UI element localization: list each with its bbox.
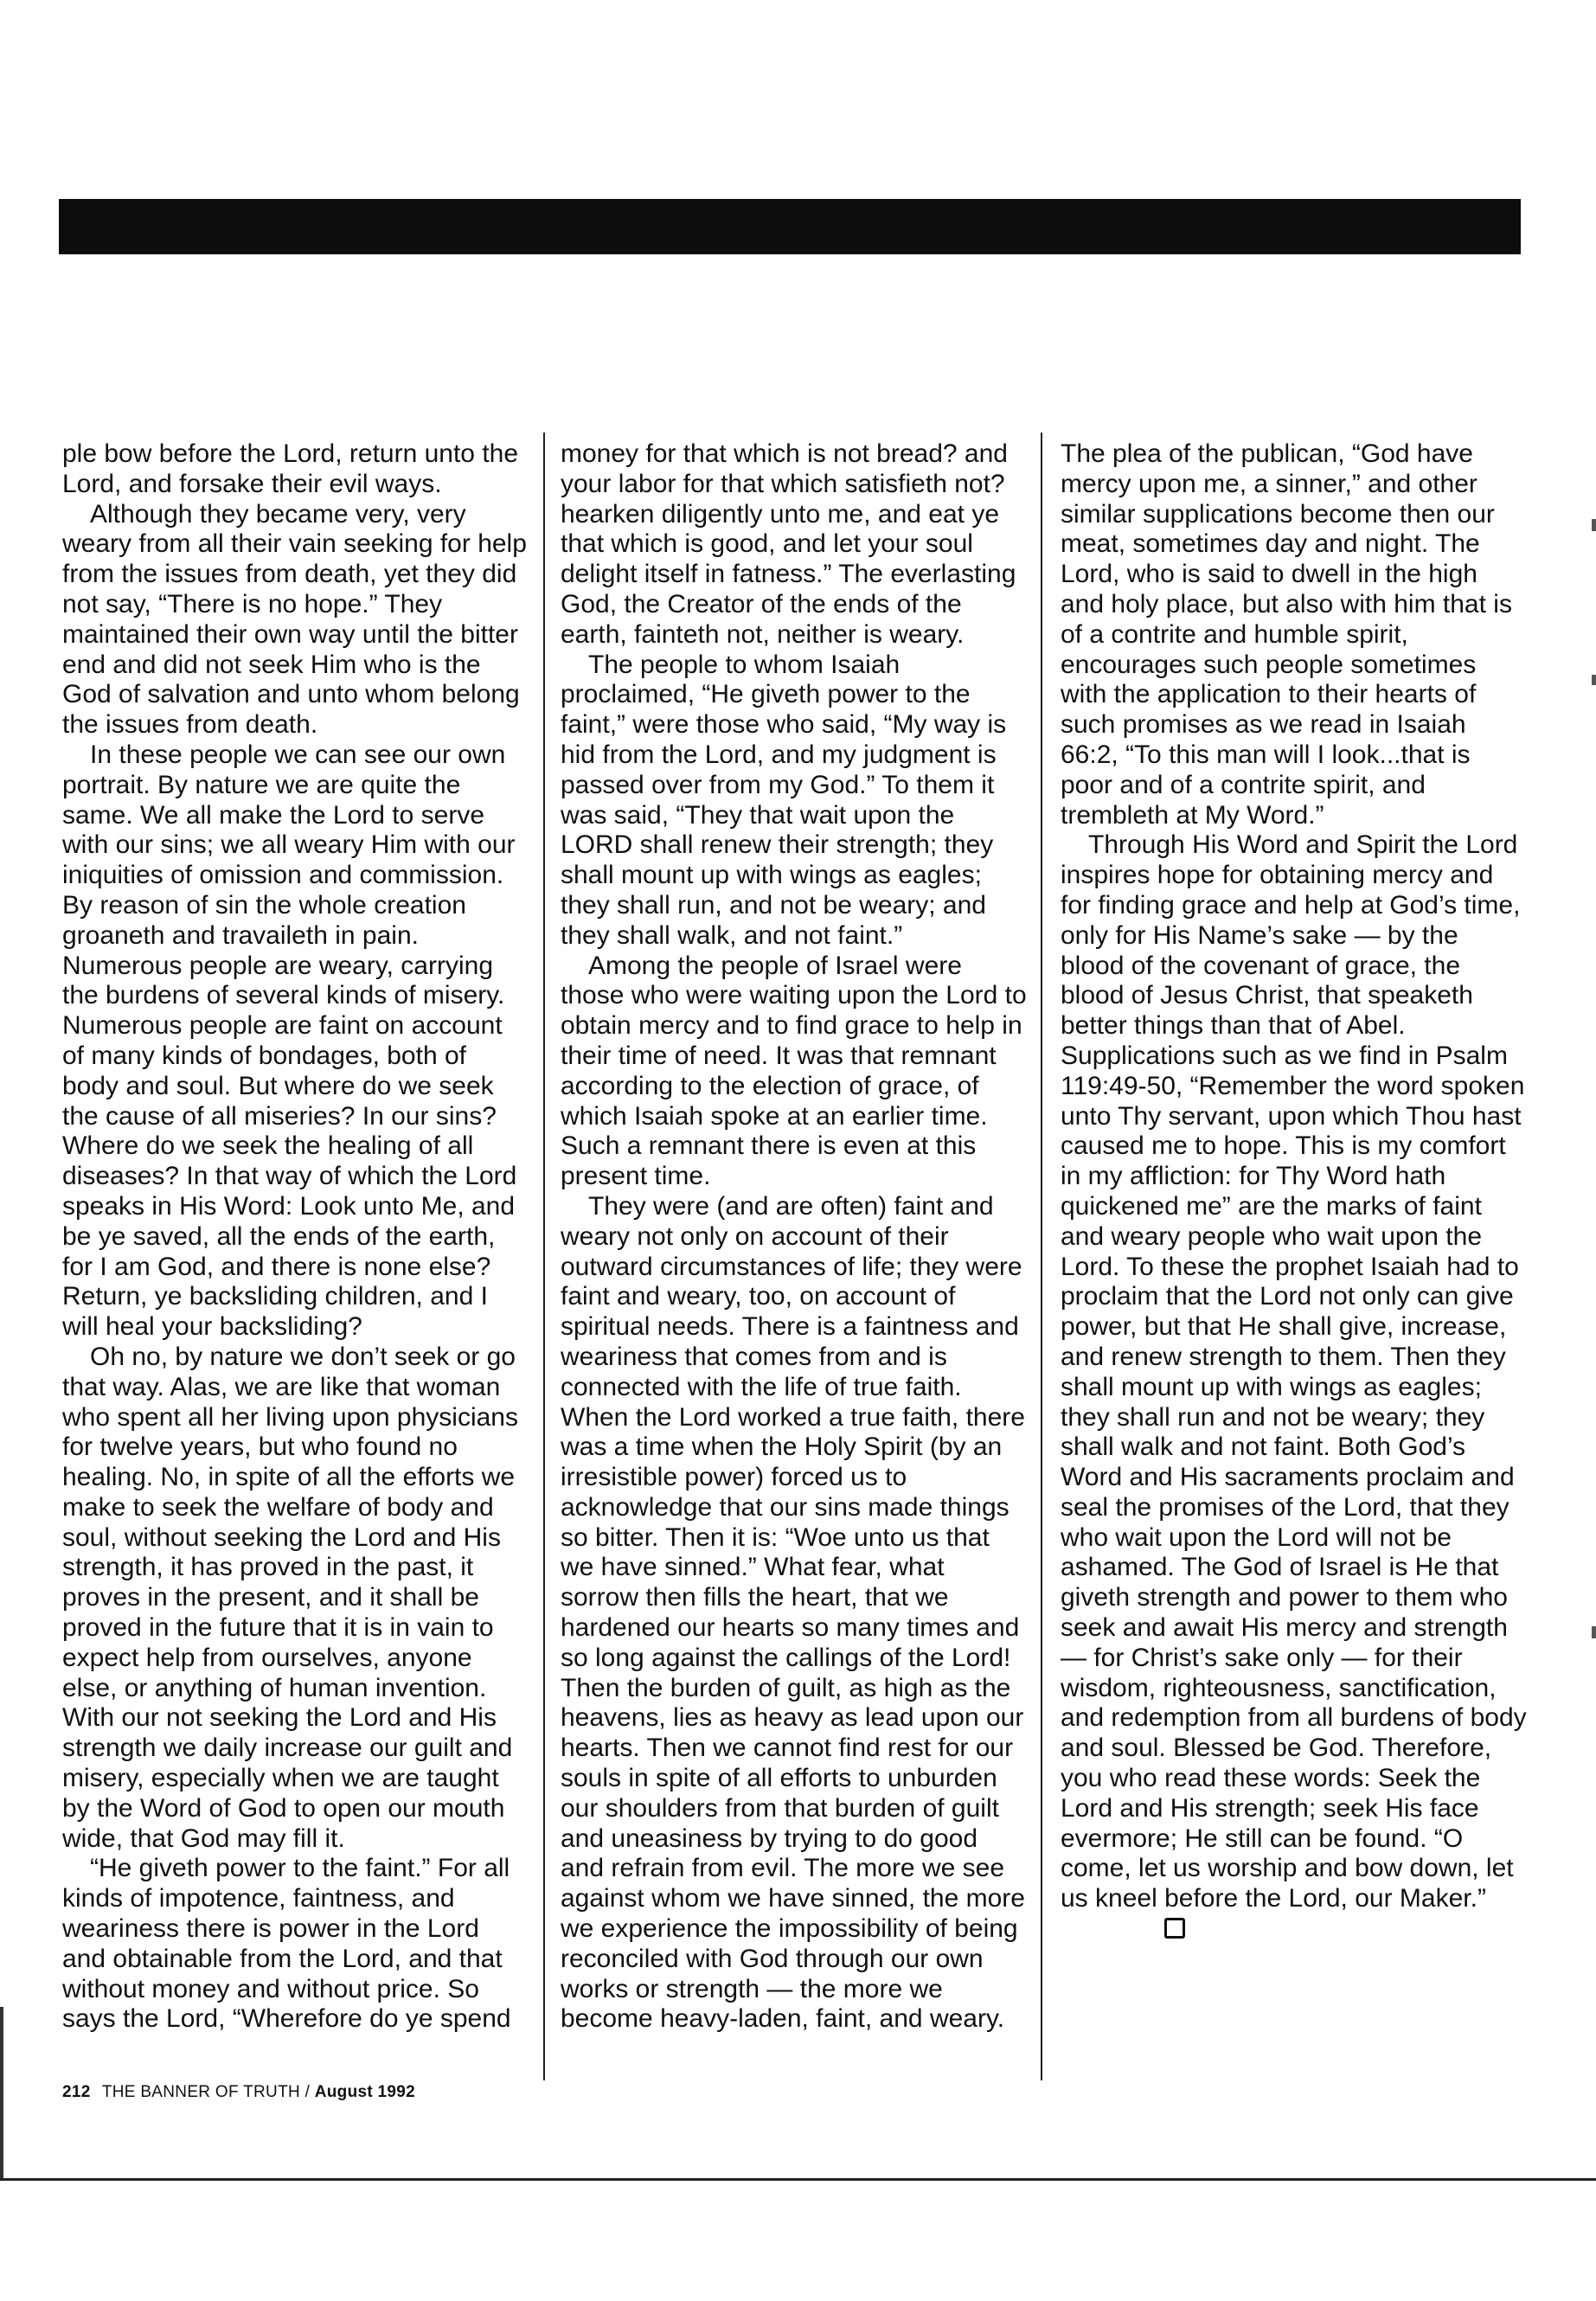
text-column-3 (1061, 439, 1528, 1945)
paragraph: In these people we can see our own portrait. By nature we are quite the same. We all make the Lord to serve with our sins; we all weary Him with our iniquities of omission and commission. By reason of sin the whole creation groaneth and travaileth in pain. Numerous people are weary, carrying the burdens of several kinds of misery. Numerous people are faint on account of many kinds of bondages, both of body and soul. But where do we seek the cause of all miseries? In our sins? Where do we seek the healing of all diseases? In that way of which the Lord speaks in His Word: Look unto Me, and be ye saved, all the ends of the earth, for I am God, and there is none else? Return, ye backsliding children, and I will heal your backsliding? (62, 740, 517, 1342)
column-divider (543, 433, 545, 2080)
scan-edge-left (0, 2007, 3, 2180)
paragraph-final (1061, 830, 1528, 1944)
text-column-1 (62, 439, 529, 2035)
page-footer (62, 2083, 415, 2102)
paragraph: money for that which is not bread? and your labor for that which satisfieth not? hearken diligently unto me, and eat ye that which is good, and let your soul delight itself in fatness.” The everlasting God, the Creator of the ends of the earth, fainteth not, neither is weary. (561, 439, 1016, 649)
header-bar (59, 199, 1521, 254)
paragraph: They were (and are often) faint and weary not only on account of their outward circumstances of life; they were faint and weary, too, on account of spiritual needs. There is a faintness and weariness that comes from and is connected with the life of true faith. When the Lord worked a true faith, there was a time when the Holy Spirit (by an irresistible power) forced us to acknowledge that our sins made things so bitter. Then it is: “Woe unto us that we have sinned.” What fear, what sorrow then fills the heart, that we hardened our hearts so many times and so long against the callings of the Lord! Then the burden of guilt, as high as the heavens, lies as heavy as lead upon our hearts. Then we cannot find rest for our souls in spite of all efforts to unburden our shoulders from that burden of guilt and uneasiness by trying to do good and refrain from evil. The more we see against whom we have sinned, the more we experience the impossibility of being reconciled with God through our own works or strength — the more we become heavy-laden, faint, and weary. (561, 1191, 1025, 2034)
text-column-2 (561, 439, 1028, 2035)
paragraph: “He giveth power to the faint.” For all kinds of impotence, faintness, and weariness there is power in the Lord and obtainable from the Lord, and that without money and without price. So says the Lord, “Wherefore do ye spend (62, 1854, 511, 2034)
paragraph: Among the people of Israel were those who were waiting upon the Lord to obtain mercy and to find grace to help in their time of need. It was that remnant according to the election of grace, of which Isaiah spoke at an earlier time. Such a remnant there is even at this present time. (561, 951, 1027, 1191)
issue-date: August 1992 (314, 2083, 416, 2101)
page-number: 212 (62, 2083, 91, 2101)
paragraph: ple bow before the Lord, return unto the Lord, and forsake their evil ways. (62, 439, 519, 498)
scan-speck (1592, 1626, 1596, 1638)
publication-name: THE BANNER OF TRUTH / (101, 2083, 311, 2101)
paragraph: The plea of the publican, “God have mercy upon me, a sinner,” and other similar supplications become then our meat, sometimes day and night. The Lord, who is said to dwell in the high and holy place, but also with him that is of a contrite and humble spirit, encourages such people sometimes with the application to their hearts of such promises as we read in Isaiah 66:2, “To this man will I look...that is poor and of a contrite spirit, and trembleth at My Word.” (1061, 439, 1512, 830)
column-divider (1041, 433, 1042, 2080)
paragraph: Oh no, by nature we don’t seek or go that way. Alas, we are like that woman who spent all her living upon physicians for twelve years, but who found no healing. No, in spite of all the efforts we make to seek the welfare of body and soul, without seeking the Lord and His strength, it has proved in the past, it proves in the present, and it shall be proved in the future that it is in vain to expect help from ourselves, anyone else, or anything of human invention. With our not seeking the Lord and His strength we daily increase our guilt and misery, especially when we are taught by the Word of God to open our mouth wide, that God may fill it. (62, 1342, 518, 1853)
paragraph: Although they became very, very weary from all their vain seeking for help from the issues from death, yet they did not say, “There is no hope.” They maintained their own way until the bitter end and did not seek Him who is the God of salvation and unto whom belong the issues from death. (62, 499, 527, 740)
scan-edge-bottom (0, 2178, 1596, 2181)
paragraph: The people to whom Isaiah proclaimed, “He giveth power to the faint,” were those who said, “My way is hid from the Lord, and my judgment is passed over from my God.” To them it was said, “They that wait upon the LORD shall renew their strength; they shall mount up with wings as eagles; they shall run, and not be weary; and they shall walk, and not faint.” (561, 650, 1007, 950)
scan-speck (1592, 519, 1596, 531)
paragraph-text: Through His Word and Spirit the Lord inspires hope for obtaining mercy and for finding grace and help at God’s time, only for His Name’s sake — by the blood of the covenant of grace, the blood of Jesus Christ, that speaketh better things than that of Abel. Supplications such as we find in Psalm 119:49-50, “Remember the word spoken unto Thy servant, upon which Thou hast caused me to hope. This is my comfort in my affliction: for Thy Word hath quickened me” are the marks of faint and weary people who wait upon the Lord. To these the prophet Isaiah had to proclaim that the Lord not only can give power, but that He shall give, increase, and renew strength to them. Then they shall mount up with wings as eagles; they shall run and not be weary; they shall walk and not faint. Both God’s Word and His sacraments proclaim and seal the promises of the Lord, that they who wait upon the Lord will not be ashamed. The God of Israel is He that giveth strength and power to them who seek and await His mercy and strength — for Christ’s sake only — for their wisdom, righteousness, sanctification, and redemption from all burdens of body and soul. Blessed be God. Therefore, you who read these words: Seek the Lord and His strength; seek His face evermore; He still can be found. “O come, let us worship and bow down, let us kneel before the Lord, our Maker.” (1061, 830, 1527, 1913)
scan-speck (1592, 675, 1596, 685)
end-mark-icon (1164, 1918, 1185, 1939)
